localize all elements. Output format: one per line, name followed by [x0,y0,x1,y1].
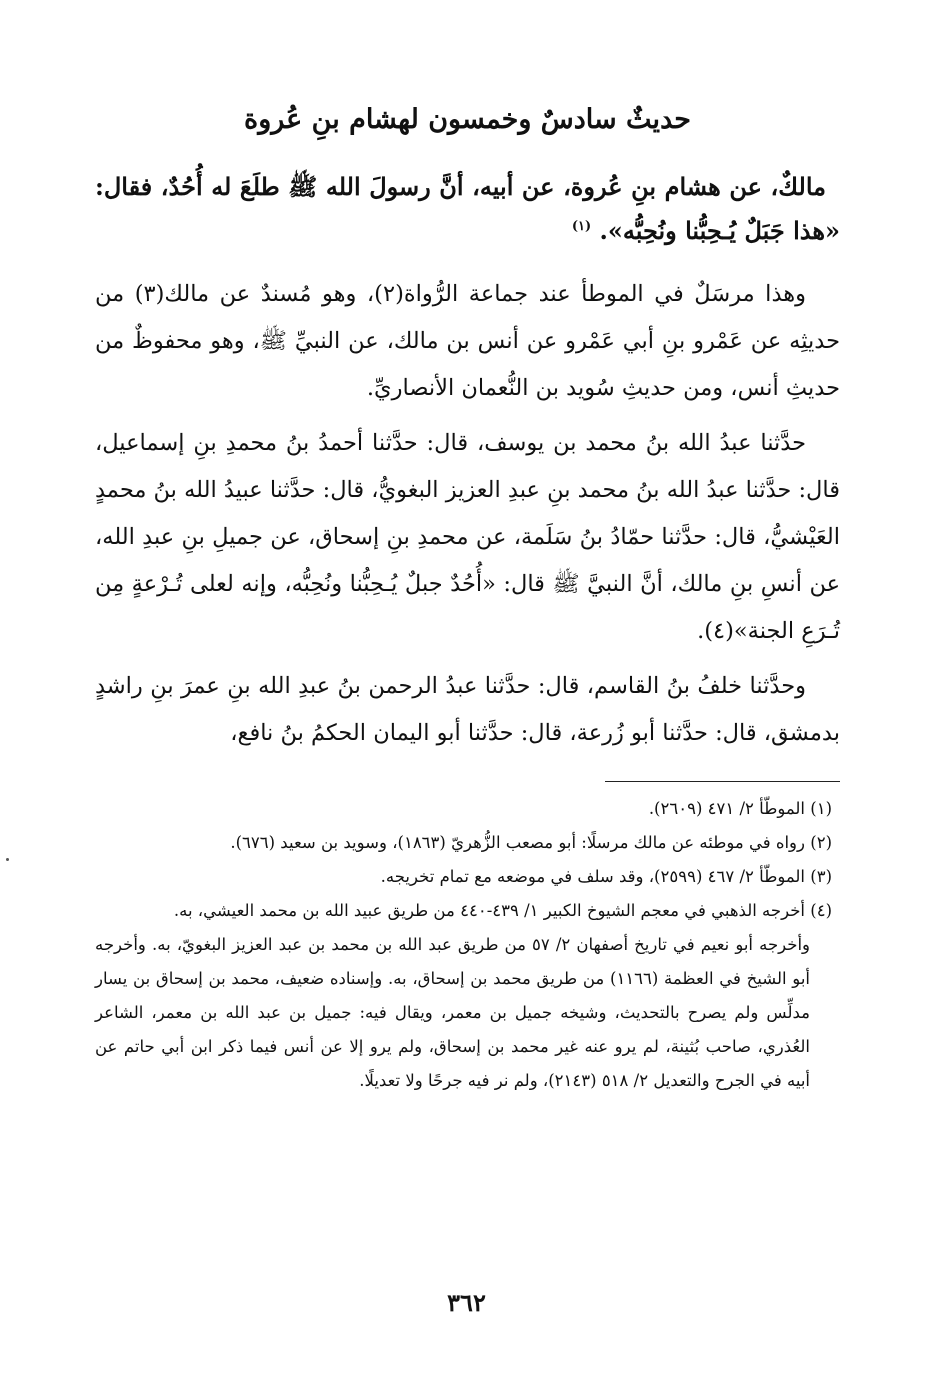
footnote-divider [605,781,840,782]
margin-mark [6,858,9,861]
hadith-body: مالكٌ، عن هشام بنِ عُروة، عن أبيه، أنَّ رسولَ الله ﷺ طلَعَ له أُحُدٌ، فقال: «هذا جَبَلٌ يُـحِبُّنا ونُحِبُّه». [95,172,840,246]
footnote-4: (٤) أخرجه الذهبي في معجم الشيوخ الكبير ١/ ٤٣٩-٤٤٠ من طريق عبيد الله بن محمد العيشي، به. [173,901,832,921]
footnote-ref[interactable]: (١) [571,219,592,235]
paragraph-3: وحدَّثنا خلفُ بنُ القاسم، قال: حدَّثنا عبدُ الرحمن بنُ عبدِ الله بنِ عمرَ بنِ راشدٍ بدمشق، قال: حدَّثنا أبو زُرعة، قال: حدَّثنا أبو اليمان الحكمُ بنُ نافع، [95,673,840,747]
footnote-4-continuation: وأخرجه أبو نعيم في تاريخ أصفهان ٢/ ٥٧ من طريق عبد الله بن محمد بن عبد العزيز البغويّ، به. وأخرجه أبو الشيخ في العظمة (١١٦٦) من طريق محمد بن إسحاق، به. وإسناده ضعيف، محمد بن إسحاق بن يسار مدلِّس ولم يصرح بالتحديث، وشيخه جميل بن معمر، ويقال فيه: جميل بن عبد الله بن معمر، الشاعر العُذري، صاحب بُثينة، لم يرو عنه غير محمد بن إسحاق، ولم يرو إلا عن أنس فيما ذكر ابن أبي حاتم عن أبيه في الجرح والتعديل ٢/ ٥١٨ (٢١٤٣)، ولم نر فيه جرحًا ولا تعديلًا. [95,935,810,1091]
hadith-text [95,165,840,253]
page-title: حديثٌ سادسٌ وخمسون لهشام بنِ عُروة [244,104,691,135]
footnote-2: (٢) رواه في موطئه عن مالك مرسلًا: أبو مصعب الزُّهريّ (١٨٦٣)، وسويد بن سعيد (٦٧٦). [230,833,832,853]
footnote-1: (١) الموطّأ ٢/ ٤٧١ (٢٦٠٩). [648,799,832,819]
page-body [95,90,840,1340]
paragraph-1: وهذا مرسَلٌ في الموطأ عند جماعة الرُّواة(٢)، وهو مُسندٌ عن مالك(٣) من حديثِه عن عَمْرو بنِ أبي عَمْرو عن أنس بن مالك، عن النبيِّ ﷺ، وهو محفوظٌ من حديثِ أنس، ومن حديثِ سُويد بن النُّعمان الأنصاريِّ. [95,281,840,402]
page-number: ٣٦٢ [447,1288,486,1317]
paragraph-2: حدَّثنا عبدُ الله بنُ محمد بن يوسف، قال: حدَّثنا أحمدُ بنُ محمدِ بنِ إسماعيل، قال: حدَّثنا عبدُ الله بنُ محمد بنِ عبدِ العزيز البغويُّ، قال: حدَّثنا عبيدُ الله بنُ محمدٍ العَيْشيُّ، قال: حدَّثنا حمّادُ بنُ سَلَمة، عن محمدِ بنِ إسحاق، عن جميلِ بنِ عبدِ الله، عن أنسِ بنِ مالك، أنَّ النبيَّ ﷺ قال: «أُحُدٌ جبلٌ يُـحِبُّنا ونُحِبُّه، وإنه لعلى تُـرْعةٍ مِن تُـرَعِ الجنة»(٤). [95,430,840,645]
footnote-3: (٣) الموطّأ ٢/ ٤٦٧ (٢٥٩٩)، وقد سلف في موضعه مع تمام تخريجه. [380,867,832,887]
